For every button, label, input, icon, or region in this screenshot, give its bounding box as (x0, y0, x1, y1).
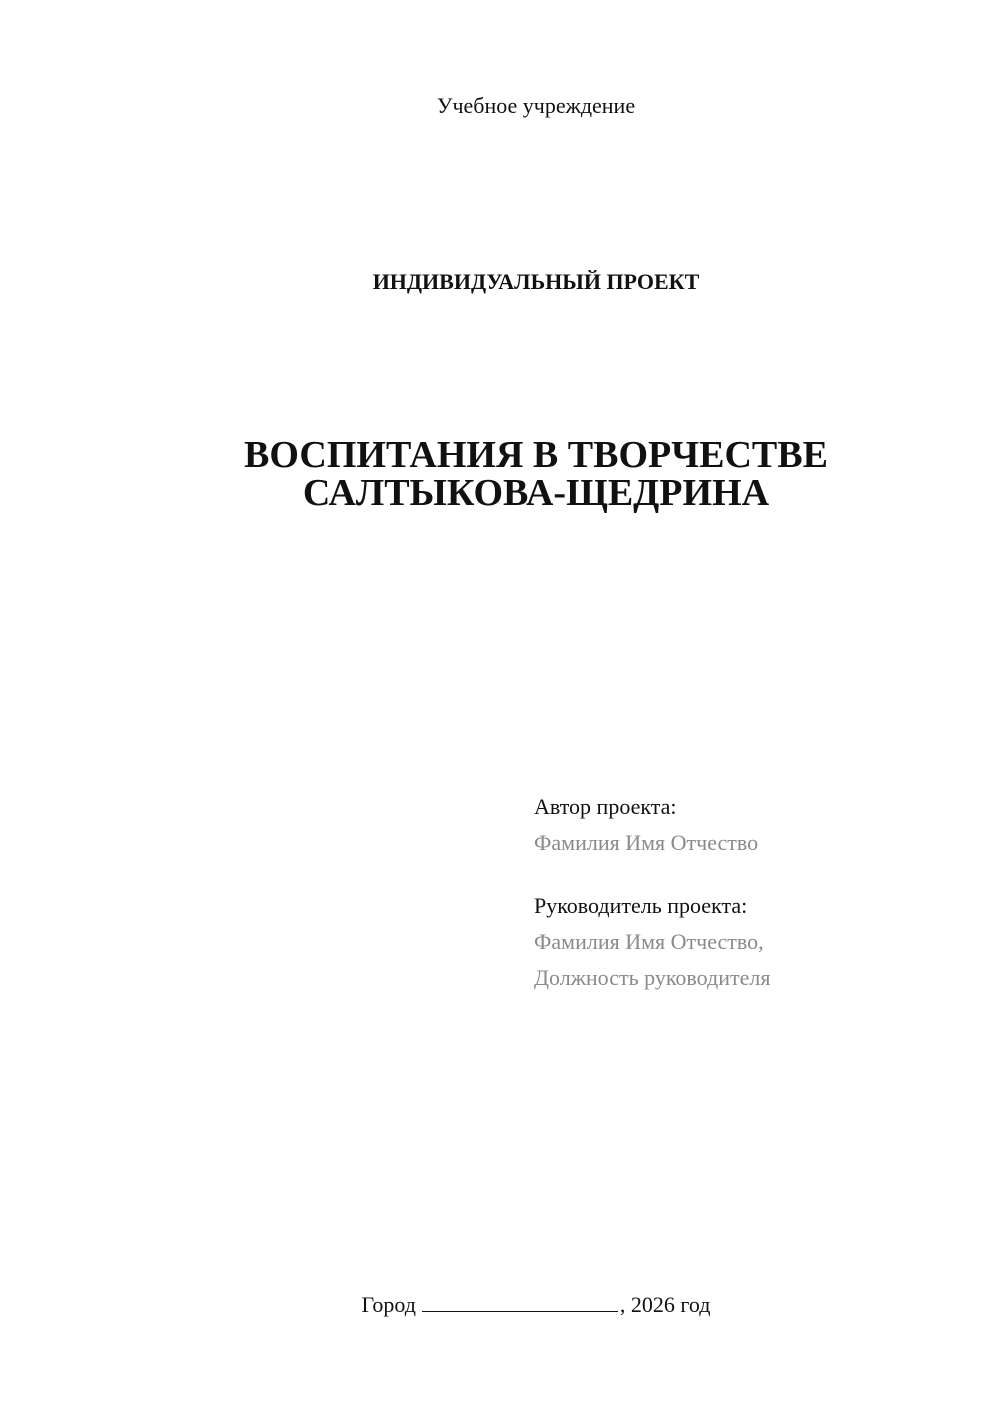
author-name: Фамилия Имя Отчество (534, 830, 759, 855)
city-label: Город (361, 1292, 416, 1317)
supervisor-position: Должность руководителя (534, 965, 771, 990)
supervisor-label: Руководитель проекта: (534, 893, 748, 918)
city-year-line (0, 1290, 1000, 1320)
institution-name: Учебное учреждение (436, 93, 636, 118)
project-type-heading: ИНДИВИДУАЛЬНЫЙ ПРОЕКТ (372, 269, 700, 294)
project-title-line-2: САЛТЫКОВА-ЩЕДРИНА (302, 472, 770, 514)
project-title (0, 436, 1000, 512)
city-blank-line (422, 1291, 618, 1312)
info-spacer (534, 861, 954, 888)
supervisor-name: Фамилия Имя Отчество, (534, 929, 764, 954)
project-title-line-1: ВОСПИТАНИЯ В ТВОРЧЕСТВЕ (244, 434, 828, 476)
year-text: , 2026 год (619, 1292, 711, 1317)
author-label: Автор проекта: (534, 794, 677, 819)
project-info-block (534, 789, 954, 996)
